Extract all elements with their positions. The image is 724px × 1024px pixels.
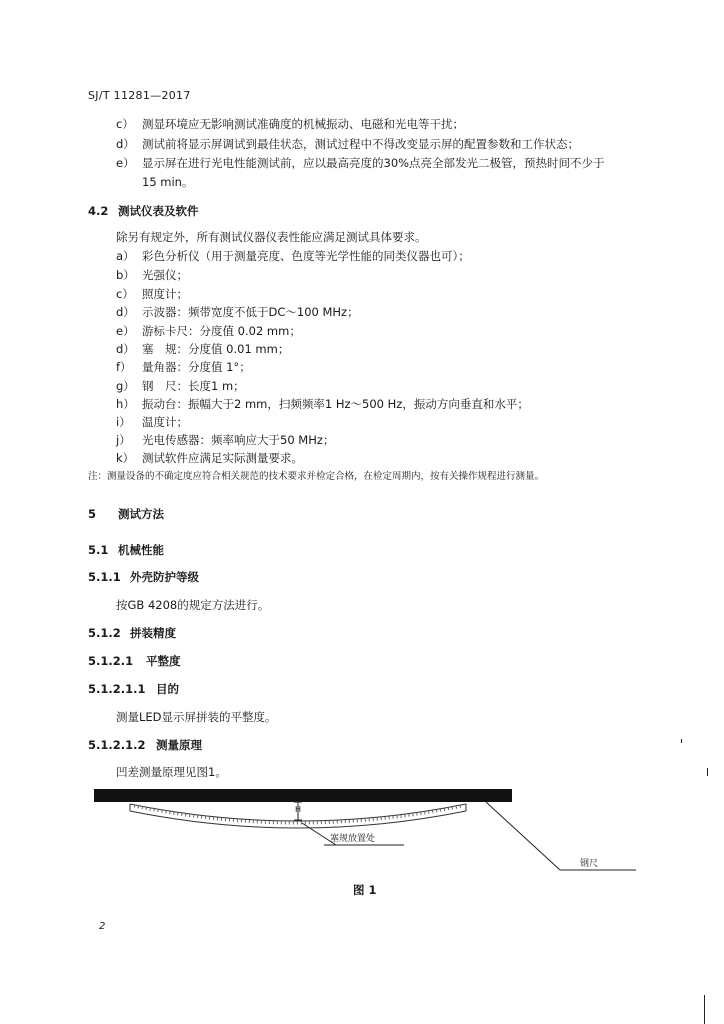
section-title: 机械性能 [118, 543, 164, 557]
page-number: 2 [99, 921, 106, 932]
section-number: 5.1.2.1.1 [88, 682, 146, 696]
list-marker: e） [116, 324, 135, 338]
section-title: 平整度 [146, 654, 181, 668]
note: 注：测量设备的不确定度应符合相关规范的技术要求并检定合格，在检定周期内，按有关操作规程进行测量。 [88, 471, 545, 482]
list-text: 测显环境应无影响测试准确度的机械振动、电磁和光电等干扰； [142, 117, 464, 131]
section-title: 测试仪表及软件 [118, 204, 199, 218]
section-number: 4.2 [88, 204, 109, 218]
list-text: 塞 规：分度值 0.01 mm； [142, 342, 290, 356]
list-continuation: 15 min。 [142, 175, 194, 189]
list-text: 光电传感器：频率响应大于50 MHz； [142, 433, 335, 447]
list-text: 照度计； [142, 287, 188, 301]
paragraph: 凹差测量原理见图1。 [116, 765, 227, 779]
section-number: 5.1 [88, 543, 109, 557]
list-text: 测试前将显示屏调试到最佳状态，测试过程中不得改变显示屏的配置参数和工作状态； [142, 137, 579, 151]
list-text: 显示屏在进行光电性能测试前，应以最高亮度的30%点亮全部发光二极管，预热时间不少于 [142, 156, 605, 170]
list-text: 游标卡尺：分度值 0.02 mm； [142, 324, 301, 338]
list-marker: d） [116, 305, 135, 319]
list-text: 彩色分析仪（用于测量亮度、色度等光学性能的同类仪器也可）； [142, 249, 470, 263]
list-marker: g） [116, 379, 135, 393]
list-text: 示波器：频带宽度不低于DC～100 MHz； [142, 305, 359, 319]
list-marker: c） [116, 287, 134, 301]
steel-ruler-bar [94, 789, 512, 802]
list-text: 测试软件应满足实际测量要求。 [142, 451, 303, 465]
section-title: 外壳防护等级 [130, 570, 199, 584]
section-title: 测试方法 [118, 507, 164, 521]
scan-mark [707, 768, 708, 776]
scan-mark [704, 995, 705, 1024]
list-text: 光强仪； [142, 268, 188, 282]
paragraph: 测量LED显示屏拼装的平整度。 [116, 710, 277, 724]
gap-h-label: H [295, 805, 302, 814]
list-text: 钢 尺：长度1 m； [142, 379, 245, 393]
section-number: 5.1.2.1.2 [88, 738, 146, 752]
list-text: 温度计； [142, 415, 188, 429]
section-number: 5.1.2.1 [88, 654, 134, 668]
paragraph: 按GB 4208的规定方法进行。 [116, 598, 270, 612]
list-text: 量角器：分度值 1°； [142, 360, 251, 374]
section-title: 测量原理 [156, 738, 202, 752]
scan-mark [681, 739, 682, 743]
section-title: 目的 [156, 682, 179, 696]
section-number: 5 [88, 507, 97, 521]
list-text: 振动台：振幅大于2 mm，扫频频率1 Hz～500 Hz，振动方向垂直和水平； [142, 397, 529, 411]
list-marker: b） [116, 268, 135, 282]
list-marker: c） [116, 117, 134, 131]
section-title: 拼装精度 [130, 626, 176, 640]
list-marker: k） [116, 451, 135, 465]
section-number: 5.1.2 [88, 626, 121, 640]
paragraph: 除另有规定外，所有测试仪器仪表性能应满足测试具体要求。 [116, 230, 427, 244]
list-marker: i） [116, 415, 131, 429]
list-marker: h） [116, 397, 135, 411]
list-marker: e） [116, 156, 135, 170]
list-marker: d） [116, 342, 135, 356]
feeler-gauge-label: 塞规放置处 [330, 834, 376, 844]
figure-caption: 图 1 [353, 883, 377, 897]
document-code-header: SJ/T 11281—2017 [88, 89, 191, 102]
list-marker: j） [116, 433, 131, 447]
steel-ruler-label: 钢尺 [580, 859, 599, 869]
list-marker: a） [116, 249, 135, 263]
list-marker: d） [116, 137, 135, 151]
section-number: 5.1.1 [88, 570, 121, 584]
ruler-leader-line [486, 802, 560, 870]
list-marker: f） [116, 360, 132, 374]
